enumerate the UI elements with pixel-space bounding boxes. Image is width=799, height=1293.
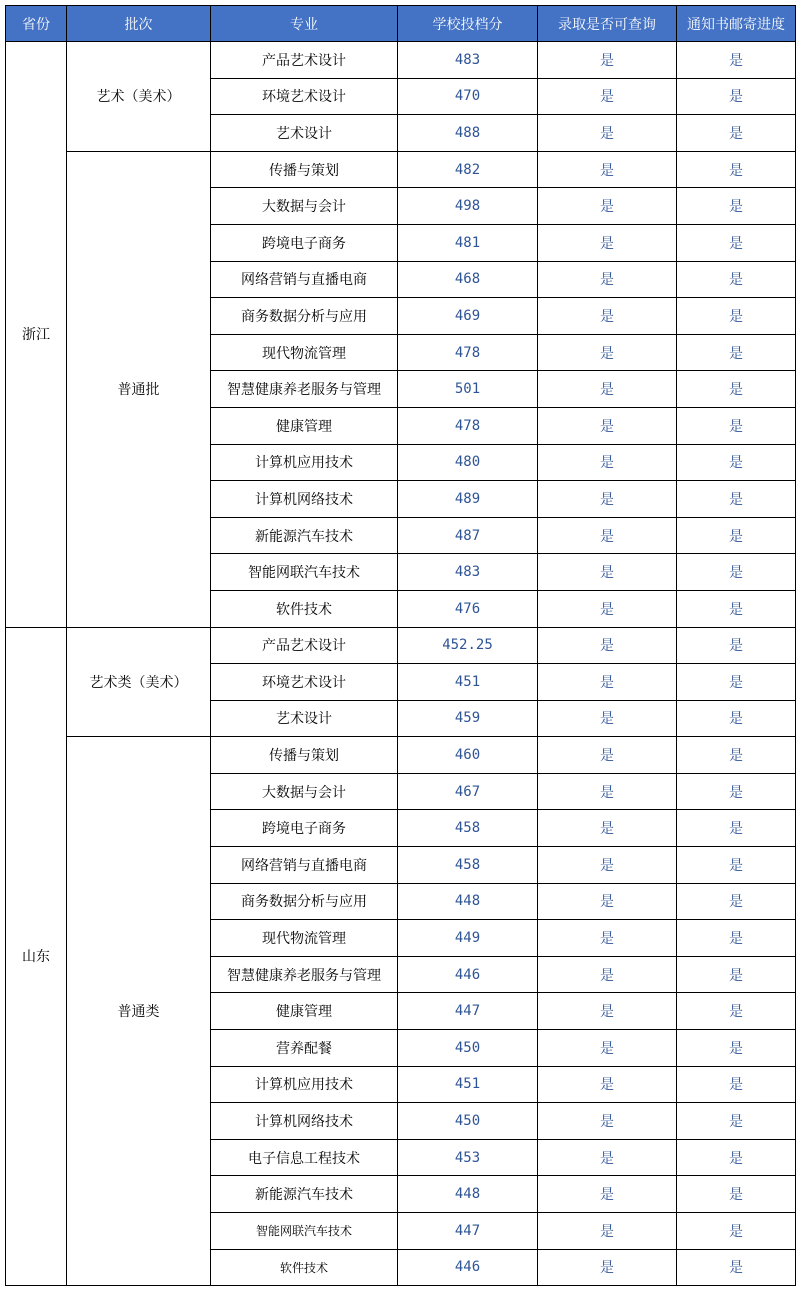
- mail-status-cell: 是: [677, 1176, 796, 1213]
- major-cell: 智能网联汽车技术: [211, 554, 398, 591]
- score-cell: 480: [398, 444, 538, 481]
- score-cell: 470: [398, 78, 538, 115]
- score-cell: 488: [398, 115, 538, 152]
- header-batch: 批次: [67, 6, 211, 42]
- query-status-cell: 是: [538, 993, 677, 1030]
- major-cell: 网络营销与直播电商: [211, 847, 398, 884]
- score-cell: 469: [398, 298, 538, 335]
- major-cell: 计算机网络技术: [211, 1103, 398, 1140]
- query-status-cell: 是: [538, 1213, 677, 1250]
- mail-status-cell: 是: [677, 371, 796, 408]
- mail-status-cell: 是: [677, 444, 796, 481]
- mail-status-cell: 是: [677, 554, 796, 591]
- score-cell: 478: [398, 407, 538, 444]
- score-cell: 450: [398, 1103, 538, 1140]
- score-cell: 449: [398, 920, 538, 957]
- mail-status-cell: 是: [677, 517, 796, 554]
- table-body: [6, 42, 796, 1286]
- score-cell: 458: [398, 847, 538, 884]
- query-status-cell: 是: [538, 407, 677, 444]
- query-status-cell: 是: [538, 700, 677, 737]
- query-status-cell: 是: [538, 481, 677, 518]
- mail-status-cell: 是: [677, 810, 796, 847]
- major-cell: 传播与策划: [211, 151, 398, 188]
- query-status-cell: 是: [538, 371, 677, 408]
- major-cell: 现代物流管理: [211, 334, 398, 371]
- query-status-cell: 是: [538, 224, 677, 261]
- major-cell: 现代物流管理: [211, 920, 398, 957]
- score-cell: 483: [398, 42, 538, 79]
- major-cell: 健康管理: [211, 407, 398, 444]
- major-cell: 跨境电子商务: [211, 224, 398, 261]
- mail-status-cell: 是: [677, 298, 796, 335]
- table-row: [6, 627, 796, 664]
- mail-status-cell: 是: [677, 261, 796, 298]
- score-cell: 482: [398, 151, 538, 188]
- query-status-cell: 是: [538, 627, 677, 664]
- major-cell: 商务数据分析与应用: [211, 883, 398, 920]
- mail-status-cell: 是: [677, 847, 796, 884]
- mail-status-cell: 是: [677, 481, 796, 518]
- major-cell: 网络营销与直播电商: [211, 261, 398, 298]
- query-status-cell: 是: [538, 261, 677, 298]
- admission-table: [5, 5, 796, 1286]
- major-cell: 大数据与会计: [211, 773, 398, 810]
- mail-status-cell: 是: [677, 737, 796, 774]
- province-cell: 浙江: [6, 42, 67, 628]
- score-cell: 476: [398, 590, 538, 627]
- score-cell: 446: [398, 956, 538, 993]
- query-status-cell: 是: [538, 773, 677, 810]
- query-status-cell: 是: [538, 517, 677, 554]
- header-score: 学校投档分: [398, 6, 538, 42]
- score-cell: 446: [398, 1249, 538, 1286]
- score-cell: 460: [398, 737, 538, 774]
- query-status-cell: 是: [538, 42, 677, 79]
- mail-status-cell: 是: [677, 956, 796, 993]
- score-cell: 450: [398, 1030, 538, 1067]
- score-cell: 483: [398, 554, 538, 591]
- table-row: [6, 151, 796, 188]
- query-status-cell: 是: [538, 1103, 677, 1140]
- mail-status-cell: 是: [677, 188, 796, 225]
- major-cell: 环境艺术设计: [211, 664, 398, 701]
- score-cell: 501: [398, 371, 538, 408]
- mail-status-cell: 是: [677, 42, 796, 79]
- batch-cell: 普通类: [67, 737, 211, 1286]
- major-cell: 商务数据分析与应用: [211, 298, 398, 335]
- score-cell: 467: [398, 773, 538, 810]
- score-cell: 448: [398, 883, 538, 920]
- query-status-cell: 是: [538, 956, 677, 993]
- header-row: [6, 6, 796, 42]
- major-cell: 艺术设计: [211, 115, 398, 152]
- score-cell: 451: [398, 1066, 538, 1103]
- mail-status-cell: 是: [677, 1103, 796, 1140]
- mail-status-cell: 是: [677, 78, 796, 115]
- score-cell: 447: [398, 1213, 538, 1250]
- table-row: [6, 737, 796, 774]
- major-cell: 智慧健康养老服务与管理: [211, 371, 398, 408]
- score-cell: 453: [398, 1139, 538, 1176]
- major-cell: 计算机应用技术: [211, 444, 398, 481]
- major-cell: 新能源汽车技术: [211, 1176, 398, 1213]
- major-cell: 大数据与会计: [211, 188, 398, 225]
- major-cell: 产品艺术设计: [211, 627, 398, 664]
- major-cell: 健康管理: [211, 993, 398, 1030]
- major-cell: 软件技术: [211, 1249, 398, 1286]
- score-cell: 447: [398, 993, 538, 1030]
- mail-status-cell: 是: [677, 1030, 796, 1067]
- score-cell: 458: [398, 810, 538, 847]
- header-mail-progress: 通知书邮寄进度: [677, 6, 796, 42]
- header-major: 专业: [211, 6, 398, 42]
- query-status-cell: 是: [538, 810, 677, 847]
- query-status-cell: 是: [538, 151, 677, 188]
- mail-status-cell: 是: [677, 151, 796, 188]
- query-status-cell: 是: [538, 188, 677, 225]
- mail-status-cell: 是: [677, 407, 796, 444]
- mail-status-cell: 是: [677, 1139, 796, 1176]
- query-status-cell: 是: [538, 847, 677, 884]
- query-status-cell: 是: [538, 298, 677, 335]
- mail-status-cell: 是: [677, 224, 796, 261]
- header-province: 省份: [6, 6, 67, 42]
- mail-status-cell: 是: [677, 1066, 796, 1103]
- major-cell: 跨境电子商务: [211, 810, 398, 847]
- table-row: [6, 42, 796, 79]
- batch-cell: 艺术类（美术）: [67, 627, 211, 737]
- major-cell: 传播与策划: [211, 737, 398, 774]
- score-cell: 481: [398, 224, 538, 261]
- mail-status-cell: 是: [677, 883, 796, 920]
- major-cell: 软件技术: [211, 590, 398, 627]
- major-cell: 计算机应用技术: [211, 1066, 398, 1103]
- query-status-cell: 是: [538, 1176, 677, 1213]
- major-cell: 智慧健康养老服务与管理: [211, 956, 398, 993]
- mail-status-cell: 是: [677, 627, 796, 664]
- score-cell: 451: [398, 664, 538, 701]
- mail-status-cell: 是: [677, 115, 796, 152]
- score-cell: 448: [398, 1176, 538, 1213]
- query-status-cell: 是: [538, 1249, 677, 1286]
- province-cell: 山东: [6, 627, 67, 1286]
- query-status-cell: 是: [538, 883, 677, 920]
- query-status-cell: 是: [538, 1066, 677, 1103]
- mail-status-cell: 是: [677, 590, 796, 627]
- batch-cell: 普通批: [67, 151, 211, 627]
- score-cell: 452.25: [398, 627, 538, 664]
- query-status-cell: 是: [538, 590, 677, 627]
- mail-status-cell: 是: [677, 1249, 796, 1286]
- major-cell: 营养配餐: [211, 1030, 398, 1067]
- major-cell: 产品艺术设计: [211, 42, 398, 79]
- mail-status-cell: 是: [677, 1213, 796, 1250]
- mail-status-cell: 是: [677, 334, 796, 371]
- major-cell: 环境艺术设计: [211, 78, 398, 115]
- major-cell: 电子信息工程技术: [211, 1139, 398, 1176]
- major-cell: 新能源汽车技术: [211, 517, 398, 554]
- major-cell: 艺术设计: [211, 700, 398, 737]
- query-status-cell: 是: [538, 78, 677, 115]
- major-cell: 智能网联汽车技术: [211, 1213, 398, 1250]
- header-query: 录取是否可查询: [538, 6, 677, 42]
- major-cell: 计算机网络技术: [211, 481, 398, 518]
- query-status-cell: 是: [538, 1139, 677, 1176]
- query-status-cell: 是: [538, 444, 677, 481]
- batch-cell: 艺术（美术）: [67, 42, 211, 152]
- mail-status-cell: 是: [677, 920, 796, 957]
- mail-status-cell: 是: [677, 993, 796, 1030]
- query-status-cell: 是: [538, 1030, 677, 1067]
- query-status-cell: 是: [538, 920, 677, 957]
- query-status-cell: 是: [538, 334, 677, 371]
- table-header: [6, 6, 796, 42]
- mail-status-cell: 是: [677, 700, 796, 737]
- query-status-cell: 是: [538, 664, 677, 701]
- score-cell: 487: [398, 517, 538, 554]
- query-status-cell: 是: [538, 737, 677, 774]
- query-status-cell: 是: [538, 115, 677, 152]
- score-cell: 468: [398, 261, 538, 298]
- mail-status-cell: 是: [677, 773, 796, 810]
- score-cell: 498: [398, 188, 538, 225]
- score-cell: 459: [398, 700, 538, 737]
- score-cell: 489: [398, 481, 538, 518]
- score-cell: 478: [398, 334, 538, 371]
- mail-status-cell: 是: [677, 664, 796, 701]
- query-status-cell: 是: [538, 554, 677, 591]
